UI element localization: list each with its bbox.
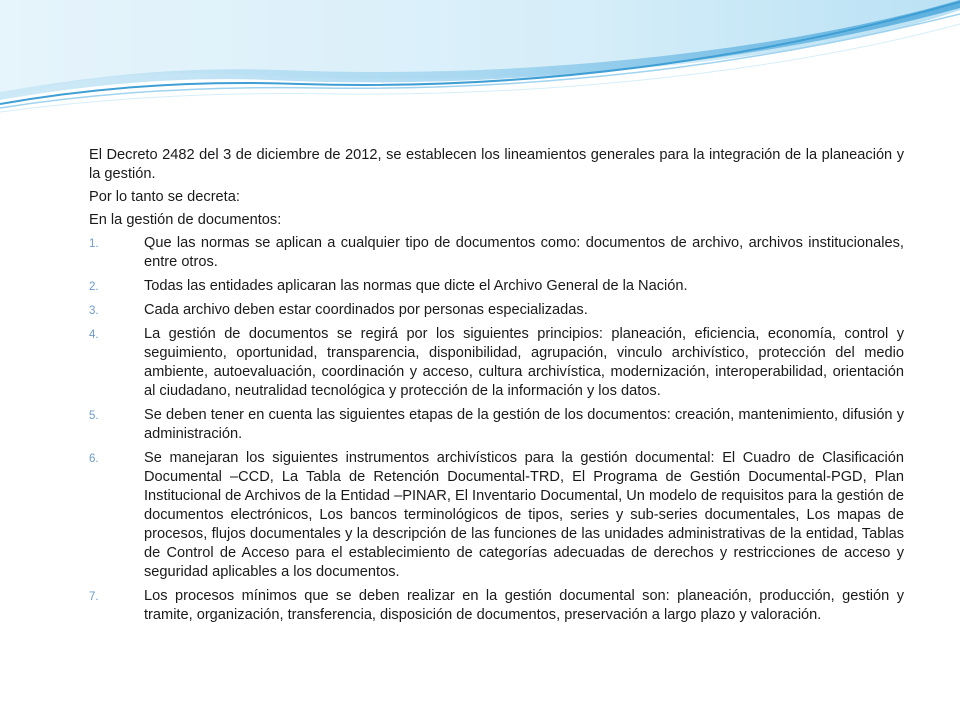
list-item-text: Se manejaran los siguientes instrumentos archivísticos para la gestión documental: El Cuadro de Clasificación Documental –CCD, La Tabla de Retención Documental-TRD, El Programa de Gestión Documental-PGD, Plan Institucional de Archivos de la Entidad –PINAR, El Inventario Documental, Un modelo de requisitos para la gestión de documentos electrónicos, Los bancos terminológicos de tipos, series y sub-series documentales, Los mapas de procesos, flujos documentales y la descripción de las funciones de las unidades administrativas de la entidad, Tablas de Control de Acceso para el establecimiento de categorías adecuadas de derechos y restricciones de acceso y seguridad aplicables a los documentos. [144, 450, 904, 580]
list-item [89, 449, 904, 582]
header-wave-decoration [0, 0, 960, 120]
list-item-text: Los procesos mínimos que se deben realizar en la gestión documental son: planeación, producción, gestión y tramite, organización, transferencia, disposición de documentos, preservación a largo plazo y valoración. [144, 588, 904, 623]
list-item-text: Todas las entidades aplicaran las normas que dicte el Archivo General de la Nación. [144, 278, 688, 294]
list-item-text: Se deben tener en cuenta las siguientes etapas de la gestión de los documentos: creación, mantenimiento, difusión y administración. [144, 407, 904, 442]
list-item-text: Que las normas se aplican a cualquier tipo de documentos como: documentos de archivo, archivos institucionales, entre otros. [144, 235, 904, 270]
list-number: 6. [89, 453, 99, 465]
list-item [89, 587, 904, 625]
list-number: 5. [89, 410, 99, 422]
list-item-text: Cada archivo deben estar coordinados por personas especializadas. [144, 302, 588, 318]
section-title: En la gestión de documentos: [89, 212, 282, 228]
decree-list [89, 234, 904, 625]
document-body [89, 146, 904, 630]
list-item-text: La gestión de documentos se regirá por los siguientes principios: planeación, eficiencia, economía, control y seguimiento, oportunidad, transparencia, disponibilidad, agrupación, vinculo archivístico, protección del medio ambiente, autoevaluación, coordinación y acceso, cultura archivística, modernización, interoperabilidad, orientación al ciudadano, neutralidad tecnológica y protección de la información y los datos. [144, 326, 904, 399]
list-item [89, 301, 904, 320]
list-number: 2. [89, 281, 99, 293]
list-item [89, 406, 904, 444]
list-number: 4. [89, 329, 99, 341]
list-number: 3. [89, 305, 99, 317]
list-number: 1. [89, 238, 99, 250]
list-number: 7. [89, 591, 99, 603]
list-item [89, 277, 904, 296]
intro-paragraph: El Decreto 2482 del 3 de diciembre de 2012, se establecen los lineamientos generales para la integración de la planeación y la gestión. [89, 147, 904, 182]
decree-line: Por lo tanto se decreta: [89, 189, 240, 205]
list-item [89, 325, 904, 401]
list-item [89, 234, 904, 272]
